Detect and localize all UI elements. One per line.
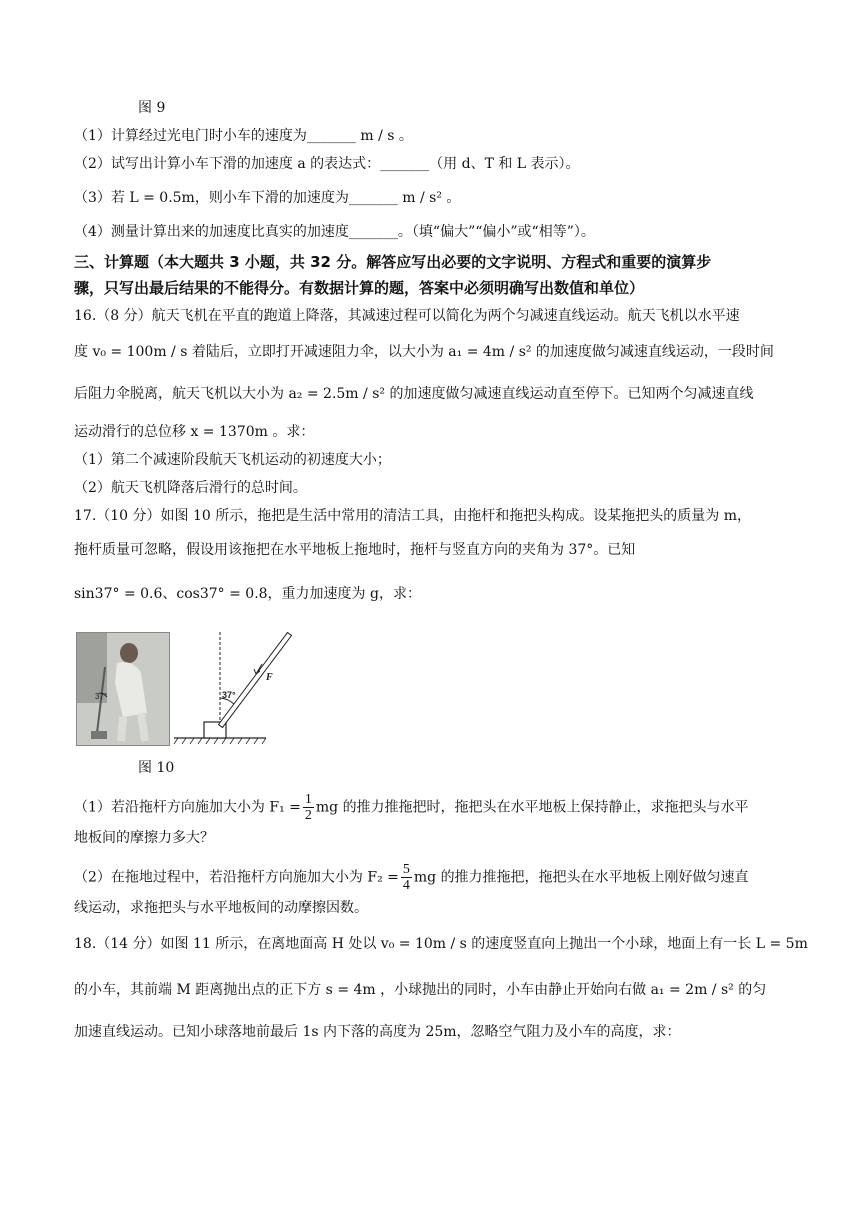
fraction-denominator: 4 [402,878,410,893]
section-heading: 三、计算题（本大题共 3 小题，共 32 分。解答应写出必要的文字说明、方程式和重要的演算步 [74,253,712,271]
problem-16-text: 后阻力伞脱离，航天飞机以大小为 a₂ = 2.5m / s² 的加速度做匀减速直线运动直至停下。已知两个匀减速直线 [74,386,754,402]
text-segment: mg 的推力推拖把时，拖把头在水平地板上保持静止，求拖把头与水平 [315,799,749,816]
fraction [303,792,314,823]
problem-16-text: 度 v₀ = 100m / s 着陆后，立即打开减速阻力伞，以大小为 a₁ = 4m / s² 的加速度做匀减速直线运动，一段时间 [74,344,774,360]
text-segment: （1）若沿拖杆方向施加大小为 F₁ = [74,799,301,816]
photo-angle-label: 37° [95,692,108,701]
problem-17-text: sin37° = 0.6、cos37° = 0.8，重力加速度为 g，求： [74,586,421,602]
fraction-denominator: 2 [304,808,312,823]
question-line: （2）试写出计算小车下滑的加速度 a 的表达式：_______（用 d、T 和 L 表示）。 [74,156,580,172]
problem-17-subquestion-2: 线运动，求拖把头与水平地板间的动摩擦因数。 [74,900,368,916]
problem-18-text: 加速直线运动。已知小球落地前最后 1s 内下落的高度为 25m，忽略空气阻力及小车的高度，求： [74,1024,681,1040]
mopping-photo [76,632,170,746]
problem-18-text: 的小车，其前端 M 距离抛出点的正下方 s = 4m ，小球抛出的同时，小车由静止开始向右做 a₁ = 2m / s² 的匀 [74,982,767,998]
diagram-angle-label: 37° [222,690,236,700]
question-line: （3）若 L = 0.5m，则小车下滑的加速度为_______ m / s² 。 [74,190,461,206]
problem-17-subquestion-2 [74,862,749,893]
mop-force-diagram [170,630,273,748]
problem-17-text: 拖杆质量可忽略，假设用该拖把在水平地板上拖地时，拖杆与竖直方向的夹角为 37°。已知 [74,542,636,558]
problem-16-text: 16.（8 分）航天飞机在平直的跑道上降落，其减速过程可以简化为两个匀减速直线运动。航天飞机以水平速 [74,308,740,324]
problem-16-subquestion: （1）第二个减速阶段航天飞机运动的初速度大小； [74,452,391,468]
problem-16-subquestion: （2）航天飞机降落后滑行的总时间。 [74,480,307,496]
figure-10-caption: 图 10 [138,760,175,776]
text-segment: mg 的推力推拖把，拖把头在水平地板上刚好做匀速直 [413,869,749,886]
problem-18-text: 18.（14 分）如图 11 所示，在离地面高 H 处以 v₀ = 10m / s 的速度竖直向上抛出一个小球，地面上有一长 L = 5m [74,936,808,952]
diagram-force-label: F [266,672,273,683]
section-heading: 骤，只写出最后结果的不能得分。有数据计算的题，答案中必须明确写出数值和单位） [74,279,645,297]
figure-9-caption: 图 9 [138,100,166,116]
text-segment: （2）在拖地过程中，若沿拖杆方向施加大小为 F₂ = [74,869,399,886]
fraction [401,862,412,893]
problem-17-text: 17.（10 分）如图 10 所示，拖把是生活中常用的清洁工具，由拖杆和拖把头构成。设某拖把头的质量为 m， [74,508,751,524]
fraction-numerator: 5 [402,862,410,877]
question-line: （4）测量计算出来的加速度比真实的加速度_______。（填“偏大”“偏小”或“相等”）。 [74,224,595,240]
problem-17-subquestion-1 [74,792,749,823]
problem-16-text: 运动滑行的总位移 x = 1370m 。求： [74,424,315,440]
question-line: （1）计算经过光电门时小车的速度为_______ m / s 。 [74,128,413,144]
problem-17-subquestion-1: 地板间的摩擦力多大？ [74,830,214,846]
fraction-numerator: 1 [304,792,312,807]
